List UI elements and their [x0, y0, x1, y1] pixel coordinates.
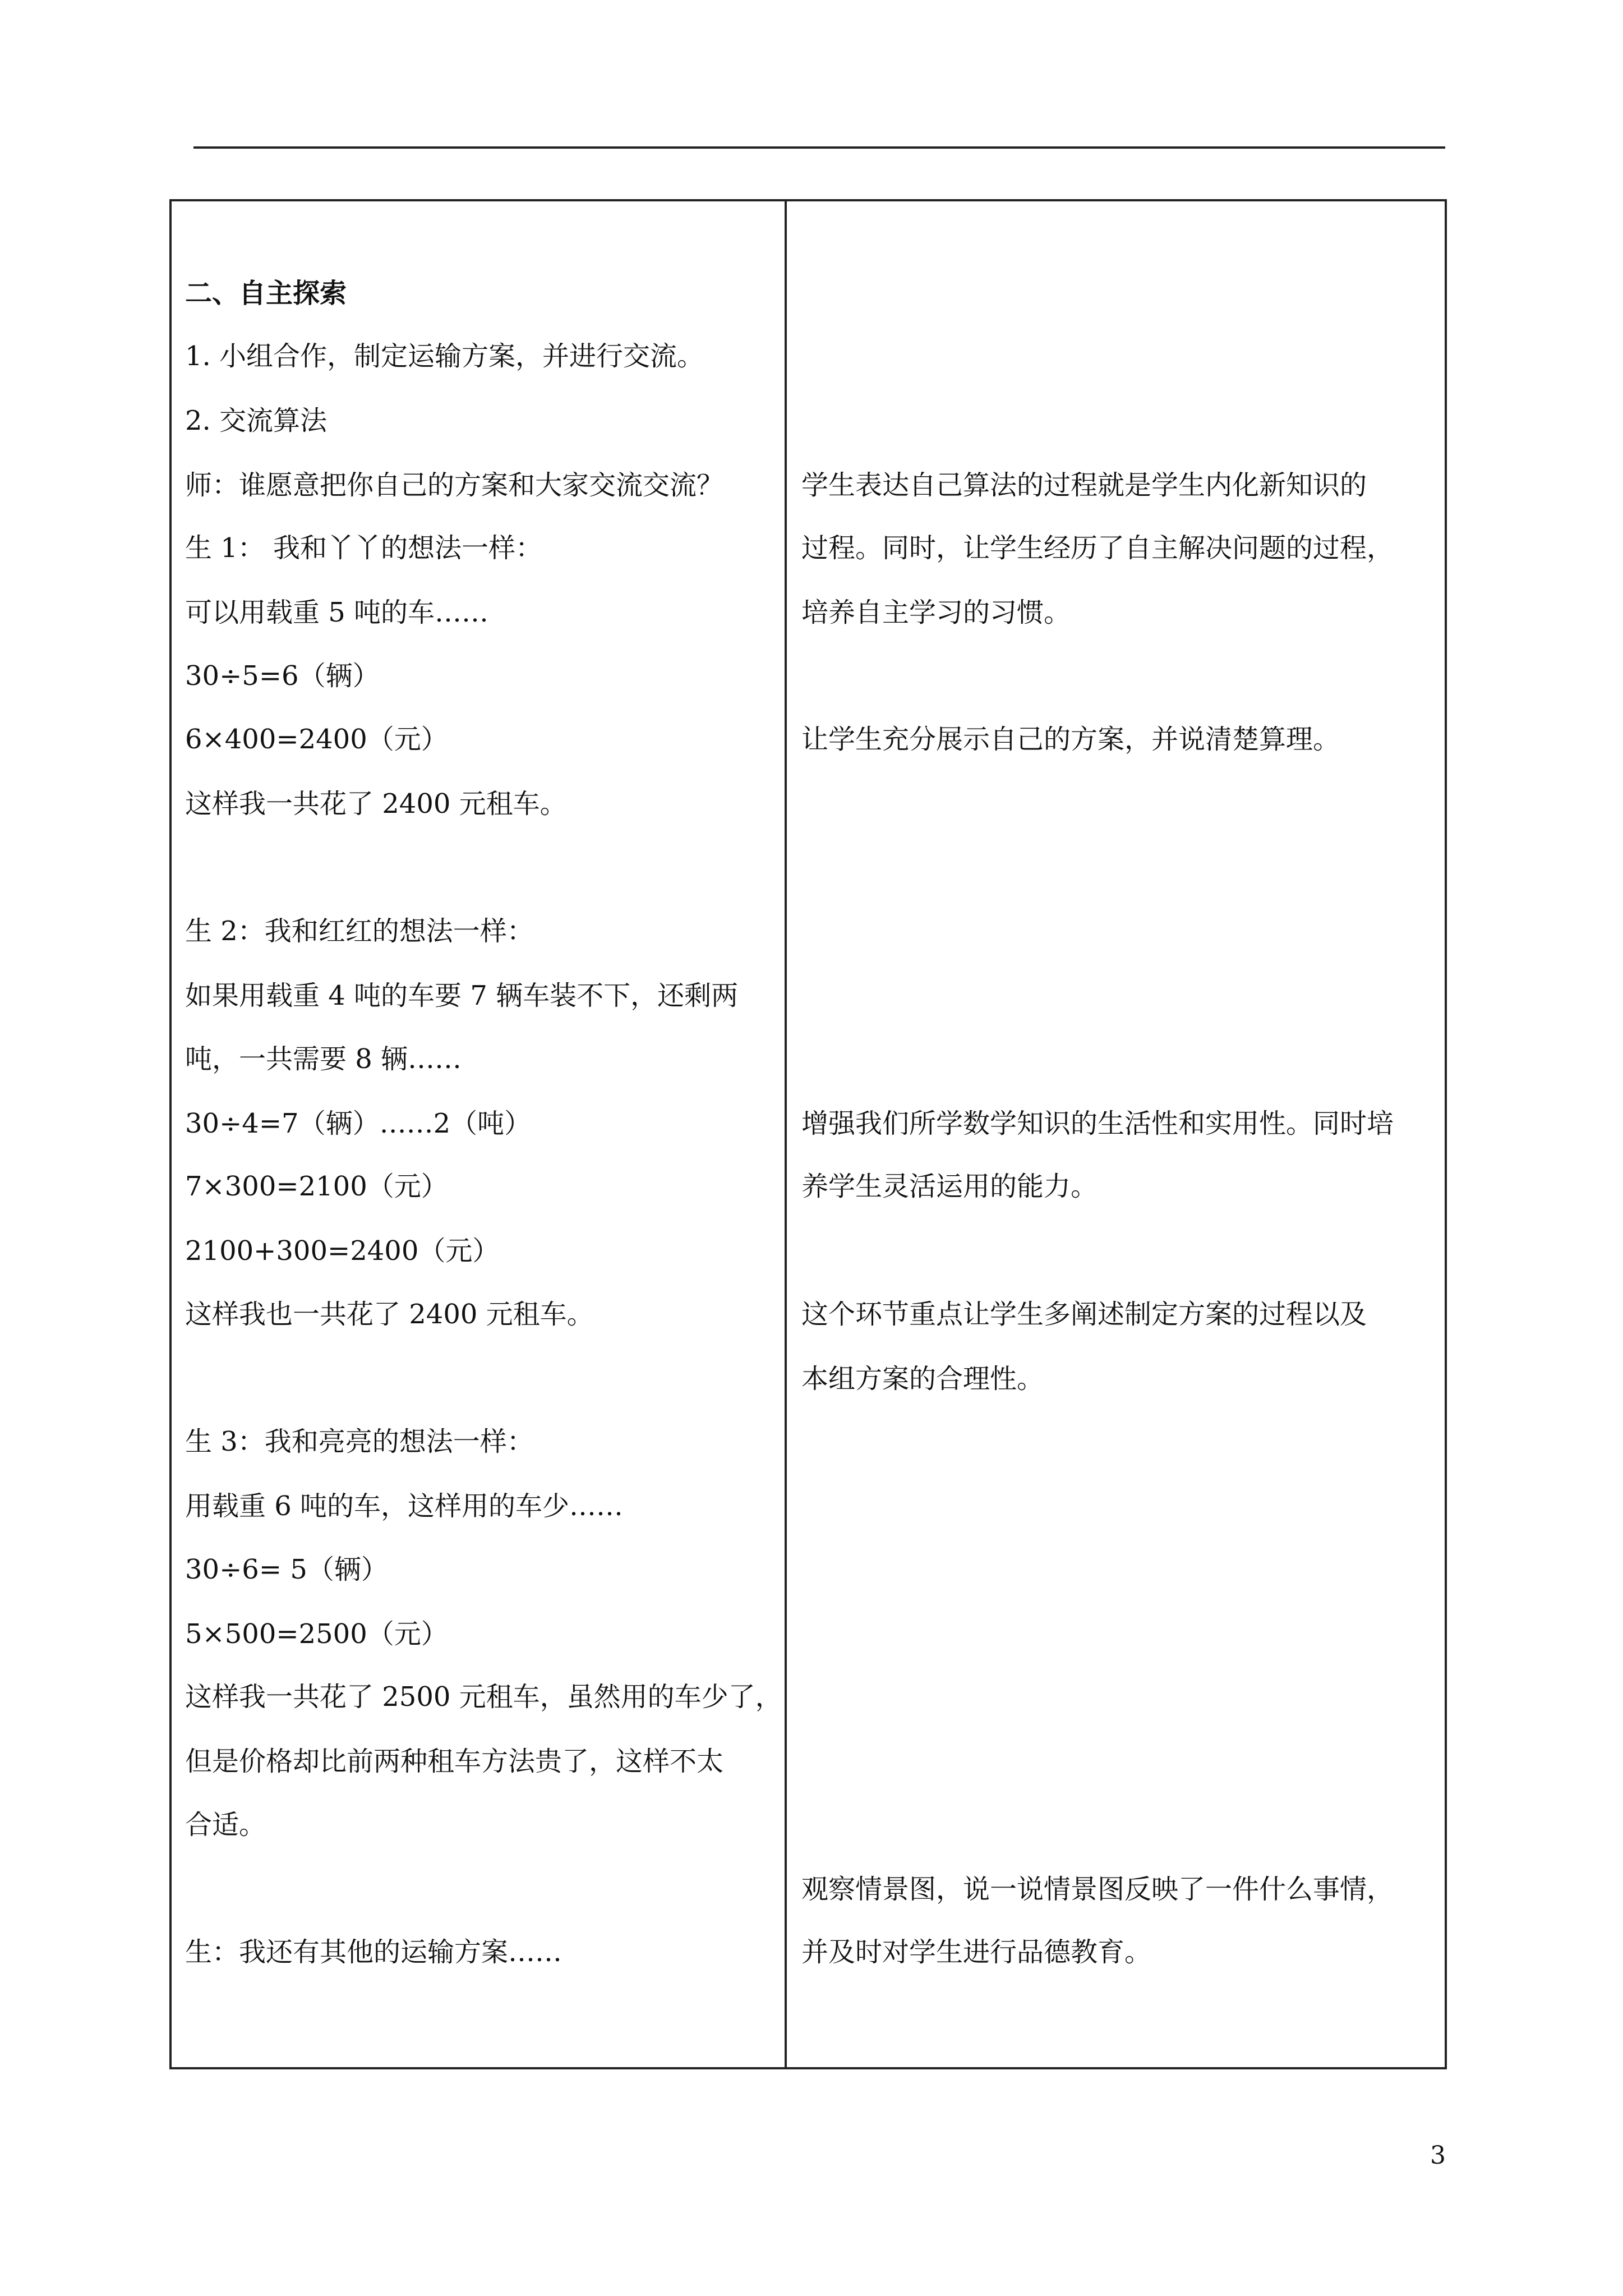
process-line: 生：我还有其他的运输方案……: [185, 1936, 562, 1968]
process-line: 30÷5=6（辆）: [185, 660, 380, 692]
process-line: 生 1： 我和丫丫的想法一样：: [185, 532, 543, 564]
intent-line: 过程。同时，让学生经历了自主解决问题的过程，: [801, 532, 1394, 564]
process-line: 生 2：我和红红的想法一样：: [185, 915, 534, 947]
process-column: [172, 199, 785, 2069]
process-line: 2100+300=2400（元）: [185, 1235, 500, 1267]
process-line: 生 3：我和亮亮的想法一样：: [185, 1426, 534, 1457]
intent-line: 让学生充分展示自己的方案，并说清楚算理。: [801, 724, 1340, 755]
process-line: 吨，一共需要 8 辆……: [185, 1043, 462, 1075]
process-line: 6×400=2400（元）: [185, 724, 448, 755]
section-heading: 二、自主探索: [185, 278, 347, 309]
process-line: 但是价格却比前两种租车方法贵了，这样不太: [185, 1746, 724, 1777]
intent-line: 学生表达自己算法的过程就是学生内化新知识的: [801, 470, 1367, 501]
intent-line: 这个环节重点让学生多阐述制定方案的过程以及: [801, 1299, 1367, 1330]
process-line: 可以用载重 5 吨的车……: [185, 597, 489, 628]
process-line: 5×500=2500（元）: [185, 1618, 448, 1650]
process-line: 师：谁愿意把你自己的方案和大家交流交流？: [185, 470, 724, 501]
process-line: 这样我一共花了 2400 元租车。: [185, 788, 567, 820]
process-line: 这样我一共花了 2500 元租车，虽然用的车少了，: [185, 1681, 782, 1713]
process-line: 1. 小组合作，制定运输方案，并进行交流。: [185, 341, 704, 372]
process-line: 2. 交流算法: [185, 405, 328, 436]
process-line: 用载重 6 吨的车，这样用的车少……: [185, 1490, 624, 1522]
intent-line: 增强我们所学数学知识的生活性和实用性。同时培: [801, 1108, 1394, 1139]
process-line: 7×300=2100（元）: [185, 1171, 448, 1202]
intent-line: 培养自主学习的习惯。: [801, 597, 1071, 628]
process-line: 如果用载重 4 吨的车要 7 辆车装不下，还剩两: [185, 980, 739, 1011]
design-intent-column: [787, 199, 1445, 2069]
process-line: 这样我也一共花了 2400 元租车。: [185, 1299, 594, 1330]
intent-line: 观察情景图，说一说情景图反映了一件什么事情，: [801, 1874, 1394, 1905]
intent-line: 本组方案的合理性。: [801, 1363, 1044, 1395]
process-line: 合适。: [185, 1809, 266, 1841]
intent-line: 养学生灵活运用的能力。: [801, 1171, 1098, 1202]
intent-line: 并及时对学生进行品德教育。: [801, 1936, 1152, 1968]
process-line: 30÷4=7（辆）……2（吨）: [185, 1108, 532, 1139]
header-rule: [193, 146, 1445, 149]
process-line: 30÷6= 5（辆）: [185, 1554, 388, 1585]
page-number: 3: [1430, 2141, 1446, 2170]
